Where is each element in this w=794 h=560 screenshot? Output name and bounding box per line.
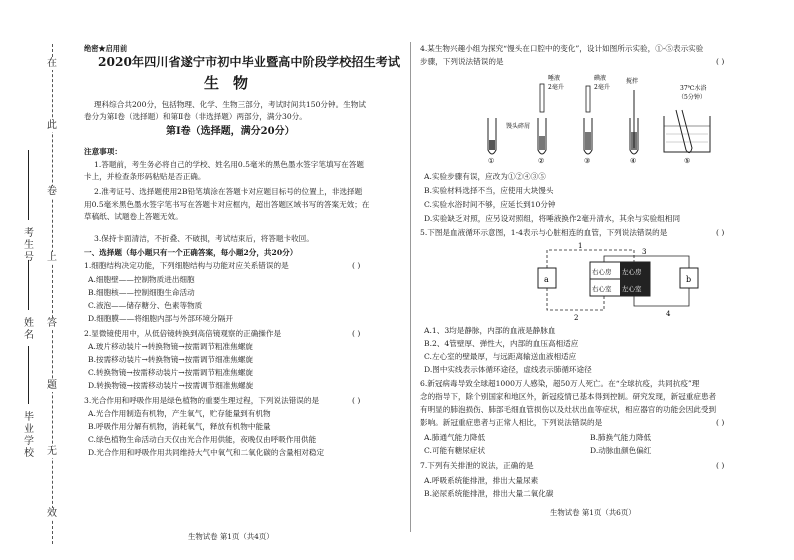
note-line: 2.准考证号、选择题使用2B铅笔填涂在答题卡对应题目标号的位置上，非选择题: [94, 187, 363, 196]
q6-option[interactable]: B.肺换气能力降低: [590, 433, 652, 442]
note-line: 卡上，并检查条形码粘贴是否正确。: [84, 172, 206, 181]
fig-step: ②: [538, 157, 545, 165]
q4-answer-paren[interactable]: ( ): [716, 57, 725, 66]
test-tube-icon: [584, 86, 592, 154]
fig-label-bath-time: （5分钟）: [678, 94, 706, 101]
school-label: 毕业学校: [24, 412, 34, 459]
name-label: 姓名: [24, 318, 34, 341]
column-divider: [410, 42, 411, 532]
part1-title: 第Ⅰ卷（选择题，满分20分）: [166, 126, 295, 137]
q5-option[interactable]: B.2、4管壁厚、弹性大，内部的血压高相适应: [424, 339, 579, 348]
q1-option[interactable]: A.细胞壁——控制物质进出细胞: [88, 275, 195, 284]
heart-left-ventricle: 左心室: [622, 285, 642, 293]
q2-stem: 2.显微镜使用中，从低倍镜转换到高倍镜观察的正确操作是: [84, 329, 282, 338]
q4-option[interactable]: C.实验水浴时间不够，应延长到10分钟: [424, 200, 556, 209]
q7-stem: 7.下列有关排泄的说法，正确的是: [420, 461, 534, 470]
q2-option[interactable]: D.转换物镜→按需移动装片→按需调节细准焦螺旋: [88, 381, 254, 390]
seal-char: 卷: [44, 186, 60, 198]
q3-option[interactable]: A.光合作用制造有机物，产生氧气，贮存能量到有机物: [88, 409, 271, 418]
fig-label-stir: 搅拌: [626, 78, 639, 85]
seal-char: 在: [44, 58, 60, 70]
section1-title: 一、选择题（每小题只有一个正确答案，每小题2分，共20分）: [84, 248, 298, 257]
heart-left-atrium: 左心房: [622, 268, 642, 276]
note-line: 草稿纸、试题卷上答题无效。: [84, 212, 183, 221]
exam-no-label: 考生号: [24, 228, 34, 263]
heart-right-atrium: 右心房: [592, 268, 612, 276]
seal-dashed-line: [52, 44, 53, 544]
q7-option[interactable]: A.呼吸系统能排泄，排出大量尿素: [424, 476, 539, 485]
q6-stem-line: 6.新冠病毒导致全球超1000万人感染，超50万人死亡。在“全球抗疫，共同抗疫”理: [420, 379, 700, 388]
q4-stem: 步骤，下列说法错误的是: [420, 57, 504, 66]
fig-label-ml: 2毫升: [594, 84, 610, 91]
test-tube-icon: [538, 84, 546, 154]
q1-option[interactable]: C.液泡——储存糖分、色素等物质: [88, 301, 203, 310]
q1-option[interactable]: B.细胞核——控制细胞生命活动: [88, 288, 195, 297]
q4-stem: 4.某生物兴趣小组为探究“馒头在口腔中的变化”，设计如图所示实验，①-⑤表示实验: [420, 44, 704, 53]
q2-option[interactable]: C.转换物镜→按需移动装片→按需调节粗准焦螺旋: [88, 368, 253, 377]
fig-label-saliva: 唾液: [548, 75, 561, 82]
seal-char: 此: [44, 120, 60, 132]
page-footer: 生物试卷 第1页（共6页）: [550, 508, 636, 517]
seal-char: 题: [44, 380, 60, 392]
exam-no-line[interactable]: [28, 150, 29, 220]
q6-option[interactable]: C.可能有糖尿症状: [424, 446, 486, 455]
q7-option[interactable]: B.泌尿系统能排泄，排出大量二氧化碳: [424, 489, 554, 498]
q3-stem: 3.光合作用和呼吸作用是绿色植物的重要生理过程，下列说法错误的是: [84, 396, 320, 405]
q1-answer-paren[interactable]: ( ): [352, 261, 361, 270]
binding-margin: [0, 0, 78, 560]
q5-option[interactable]: A.1、3均是静脉，内部的血液是静脉血: [424, 326, 556, 335]
fig-step: ③: [584, 157, 591, 165]
q5-circulation-diagram: [534, 240, 704, 322]
q3-option[interactable]: C.绿色植物生命活动白天仅由光合作用供能，夜晚仅由呼吸作用供能: [88, 435, 317, 444]
q2-answer-paren[interactable]: ( ): [352, 329, 361, 338]
q6-stem-line: 影响。新冠重症患者与正常人相比，下列说法错误的是: [420, 418, 603, 427]
organ-label-b: b: [686, 275, 692, 284]
page-footer: 生物试卷 第1页（共4页）: [188, 532, 274, 541]
test-tube-icon: [630, 90, 638, 154]
vessel-number-4: 4: [666, 310, 671, 318]
q4-experiment-figure: [480, 70, 720, 166]
q4-option[interactable]: B.实验材料选择不当，应使用大块馒头: [424, 186, 554, 195]
note-line: 3.保持卡面清洁，不折叠、不破损，考试结束后，将答题卡收回。: [94, 234, 314, 243]
vessel-number-1: 1: [578, 242, 583, 250]
test-tube-icon: [488, 118, 496, 154]
q5-stem: 5.下图是血液循环示意图，1-4表示与心脏相连的血管，下列说法错误的是: [420, 228, 668, 237]
q6-option[interactable]: A.肺通气能力降低: [424, 433, 486, 442]
fig-step: ④: [630, 157, 637, 165]
fig-step: ⑤: [684, 157, 691, 165]
note-line: 1.答题前，考生务必将自己的学校、姓名用0.5毫米的黑色墨水签字笔填写在答题: [94, 160, 364, 169]
fig-label-bread: 馒头碎屑: [506, 123, 531, 130]
fig-step: ①: [488, 157, 495, 165]
q3-answer-paren[interactable]: ( ): [352, 396, 361, 405]
vessel-number-2: 2: [574, 314, 579, 322]
fig-label-iodine: 碘液: [594, 75, 607, 82]
fig-label-bath: 37℃水浴: [680, 85, 707, 92]
q5-answer-paren[interactable]: ( ): [716, 228, 725, 237]
school-line[interactable]: [28, 346, 29, 404]
heart-right-ventricle: 右心室: [592, 285, 612, 293]
subject-title: 生物: [204, 74, 263, 92]
q2-option[interactable]: B.按需移动装片→转换物镜→按需调节细准焦螺旋: [88, 355, 253, 364]
intro-line: 卷分为第Ⅰ卷（选择题）和第Ⅱ卷（非选择题）两部分，满分30分。: [84, 112, 307, 121]
seal-char: 无: [44, 446, 60, 458]
left-page: [84, 40, 401, 550]
seal-char: 上: [44, 252, 60, 264]
organ-label-a: a: [544, 275, 549, 284]
q7-answer-paren[interactable]: ( ): [716, 461, 725, 470]
q1-option[interactable]: D.细胞膜——将细胞内部与外部环境分隔开: [88, 314, 233, 323]
name-line[interactable]: [28, 260, 29, 310]
q6-stem-line: 有明显的肺泡损伤、肺部毛细血管损伤以及灶状出血等症状，相应器官的功能会因此受到: [420, 405, 717, 414]
q5-option[interactable]: C.左心室的壁最厚，与远距离输送血液相适应: [424, 352, 577, 361]
note-line: 用0.5毫米黑色墨水签字笔书写在答题卡对应框内，超出答题区域书写的答案无效；在: [84, 200, 370, 209]
q5-option[interactable]: D.图中实线表示体循环途径，虚线表示肺循环途径: [424, 365, 592, 374]
right-page: [420, 40, 770, 550]
q6-stem-line: 念的指导下，除个别国家和地区外，新冠疫情已基本得到控制。研究发现，新冠重症患者: [420, 392, 717, 401]
q3-option[interactable]: B.呼吸作用分解有机物，消耗氧气，释放有机物中能量: [88, 422, 271, 431]
secret-mark: 绝密★启用前: [84, 44, 128, 53]
q6-answer-paren[interactable]: ( ): [716, 418, 725, 427]
q3-option[interactable]: D.光合作用和呼吸作用共同维持大气中氧气和二氧化碳的含量相对稳定: [88, 448, 325, 457]
seal-char: 答: [44, 318, 60, 330]
q2-option[interactable]: A.玻片移动装片→转换物镜→按需调节粗准焦螺旋: [88, 342, 253, 351]
notes-title: 注意事项：: [84, 147, 122, 156]
seal-char: 效: [44, 508, 60, 520]
q4-option[interactable]: A.实验步骤有误，应改为①②④③⑤: [424, 172, 546, 181]
exam-title: 2020年四川省遂宁市初中毕业暨高中阶段学校招生考试: [98, 55, 401, 69]
vessel-number-3: 3: [642, 248, 647, 256]
intro-line: 理科综合共200分，包括物理、化学、生物三部分，考试时间共150分钟。生物试: [94, 100, 366, 109]
water-bath-icon: [664, 110, 710, 153]
q6-option[interactable]: D.动脉血颜色偏红: [590, 446, 652, 455]
q1-stem: 1.细胞结构决定功能，下列细胞结构与功能对应关系错误的是: [84, 261, 289, 270]
q4-option[interactable]: D.实验缺乏对照，应另设对照组，将唾液换作2毫升清水，其余与实验组相同: [424, 214, 681, 223]
fig-label-ml: 2毫升: [548, 84, 564, 91]
